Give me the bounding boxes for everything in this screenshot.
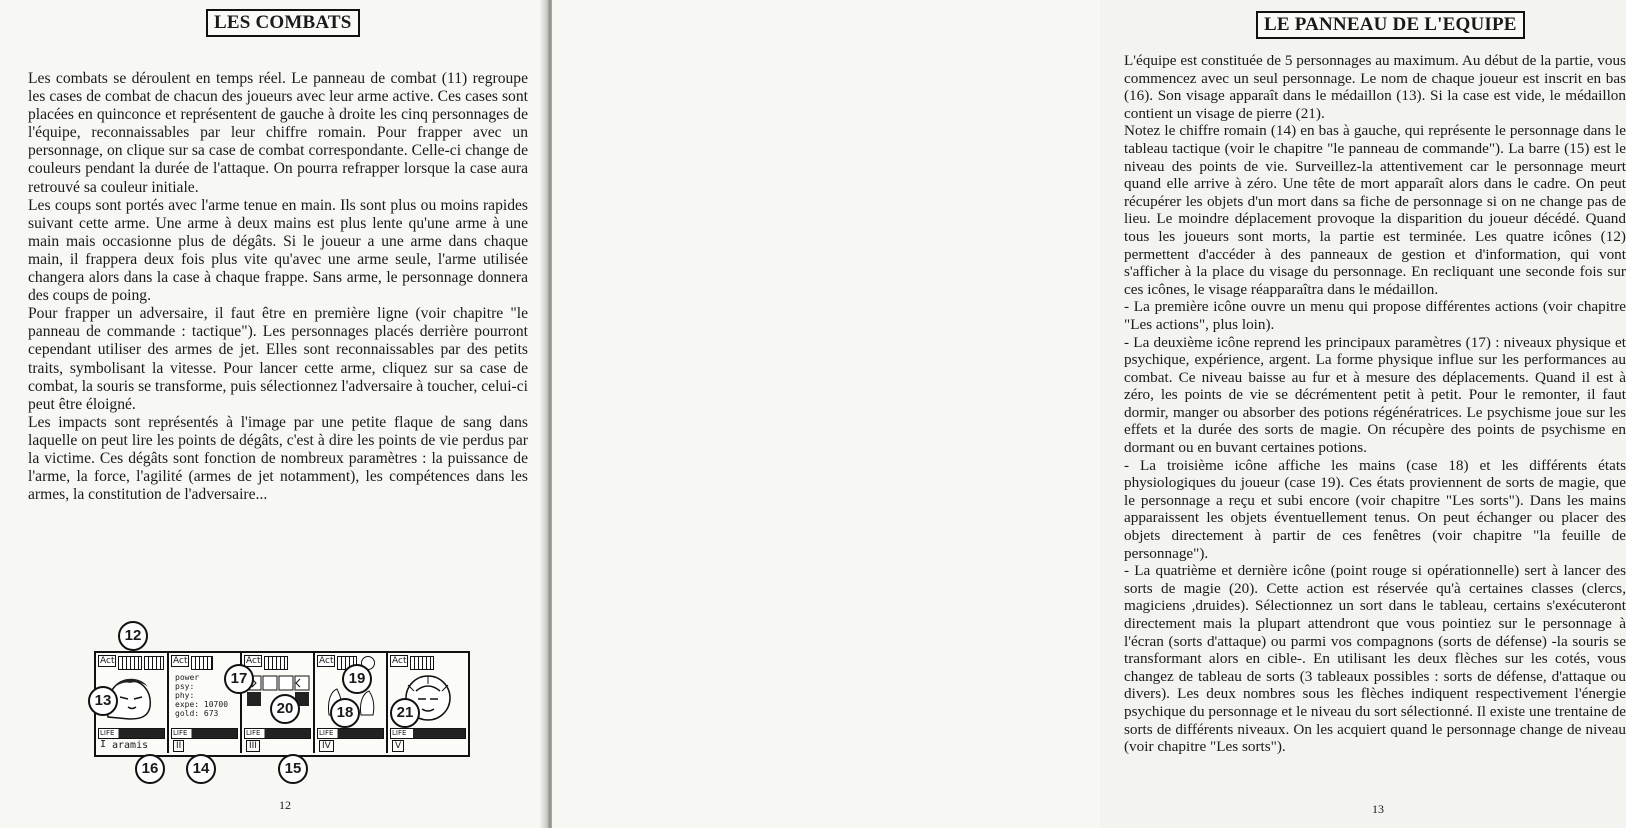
callout-12: 12	[118, 621, 148, 651]
paragraph: Les combats se déroulent en temps réel. Le panneau de combat (11) regroupe les cases de combat de chacun des joueurs avec leur arme active. Ces cases sont placées en quinconce et représentent de gauche à droite les cinq personnages de l'équipe, reconnaissables par leur chiffre romain. Pour frapper avec un personnage, on clique sur sa case de combat correspondante. Celle-ci change de couleurs pendant la durée de l'attaque. On pourra refrapper lorsque la case aura retrouvé sa couleur initiale.	[28, 70, 528, 196]
icon-strip	[144, 656, 164, 670]
left-page	[0, 0, 548, 828]
paragraph: Les impacts sont représentés à l'image par une petite flaque de sang dans laquelle on peut lire les points de dégâts, c'est à dire les points de vie perdus par la victime. Ces dégâts sont fonction de nombreux paramètres : la puissance de l'arme, la force, l'agilité (armes de jet notamment), les compétences dans les armes, la constitution de l'adversaire...	[28, 413, 528, 504]
paragraph: - La troisième icône affiche les mains (case 18) et les différents états physiologiques du joueur (case 19). Ces états proviennent de sorts de magie, que le personnage a reçu et subi encore (voir chapitre "Les sorts"). Dans les mains apparaissent les objets éventuellement tenus. On peut échanger ou placer des objets directement à partir de ces fenêtres (voir chapitre "la feuille de personnage").	[1124, 456, 1626, 562]
right-page	[552, 0, 1626, 828]
paragraph: L'équipe est constituée de 5 personnages au maximum. Au début de la partie, vous commencez avec un seul personnage. Le nom de chaque joueur est inscrit en bas (16). Son visage apparaît dans le médaillon (13). Si la case est vide, le médaillon contient un visage de pierre (21).	[1124, 52, 1626, 122]
life-bar: LIFE	[171, 728, 238, 739]
page-number: 13	[1372, 802, 1384, 816]
act-label: Act	[392, 656, 407, 666]
callout-21: 21	[390, 698, 420, 728]
life-bar: LIFE	[390, 728, 466, 739]
icon-strip	[264, 656, 288, 670]
roman-numeral: III	[246, 740, 260, 752]
page-title: LE PANNEAU DE L'EQUIPE	[1256, 11, 1525, 39]
roman-numeral: II	[173, 740, 184, 752]
roman-numeral: I	[100, 739, 107, 750]
icon-strip	[410, 656, 434, 670]
paragraph: - La première icône ouvre un menu qui propose différentes actions (voir chapitre "Les actions", plus loin).	[1124, 298, 1626, 333]
callout-16: 16	[135, 754, 165, 784]
roman-numeral: V	[392, 740, 404, 752]
callout-19: 19	[342, 664, 372, 694]
callout-14: 14	[186, 754, 216, 784]
callout-20: 20	[270, 694, 300, 724]
paragraph: Notez le chiffre romain (14) en bas à gauche, qui représente le personnage dans le tableau tactique (voir le chapitre "le panneau de commande"). La barre (15) est le niveau des points de vie. Surveillez-la attentivement car le personnage meurt quand elle arrive à zéro. Une tête de mort apparaît alors dans le cadre. On peut récupérer les objets d'un mort dans sa fiche de personnage si on ne change pas de lieu. Le moindre déplacement provoque la disparition du joueur décédé. Quand tous les joueurs sont morts, la partie est terminée. Les quatre icônes (12) permettent d'accéder à des panneaux de gestion et d'information, qui vont s'afficher à la place du visage du personnage. En recliquant une seconde fois sur ces icônes, le visage réapparaîtra dans le médaillon.	[1124, 122, 1626, 298]
callout-15: 15	[278, 754, 308, 784]
act-label: Act	[319, 656, 334, 666]
paragraph: - La deuxième icône reprend les principaux paramètres (17) : niveaux physique et psychique, expérience, argent. La forme physique influe sur les performances au combat. Ce niveau baisse au fur et à mesure des déplacements. Quand il est à zéro, les points de vie se décrémentent petit à petit. Pour le remonter, il faut dormir, manger ou absorber des potions régénératrices. Le psychisme joue sur les effets et la durée des sorts de magie. On récupère des points de psychisme en dormant ou en buvant certaines potions.	[1124, 333, 1626, 457]
player-name: aramis	[112, 740, 149, 751]
paragraph: - La quatrième et dernière icône (point rouge si opérationnelle) sert à lancer des sorts de magie (20). Cette action est réservée qu'à certaines classes (clercs, magiciens ,druides). Sélectionnez un sort dans le tableau, certains s'exécuteront directement mais la plupart attendront que vous pointiez sur le personnage à l'écran (sorts d'attaque) ou parmi vos compagnons (sorts de défense) -la souris se transformant alors en cible-. En utilisant les deux flèches sur les cotés, vous changez de tableau de sorts (3 tableaux possibles : sorts de défense, d'attaque ou divers). Les deux nombres sous les flèches indiquent respectivement l'énergie psychique du personnage et le niveau du sort sélectionné. Il existe une trentaine de sorts de différents niveaux. On les acquiert quand le personnage change de niveau (voir chapitre "Les sorts").	[1124, 562, 1626, 756]
paragraph: Pour frapper un adversaire, il faut être en première ligne (voir chapitre "le panneau de commande : tactique"). Les personnages placés derrière pourront cependant utiliser des armes de jet. Elles sont reconnaissables par des petits traits, symbolisant la vitesse. Pour lancer cette arme, cliquez sur sa case de combat, la souris se transforme, puis sélectionnez l'adversaire à toucher, celui-ci peut être éloigné.	[28, 305, 528, 413]
life-bar: LIFE	[317, 728, 384, 739]
callout-13: 13	[88, 686, 118, 716]
body-text	[1124, 52, 1626, 756]
act-label: Act	[173, 656, 188, 666]
life-bar: LIFE	[244, 728, 311, 739]
roman-numeral: IV	[319, 740, 334, 752]
body-text	[28, 70, 528, 504]
callout-18: 18	[330, 698, 360, 728]
icon-strip	[191, 656, 213, 670]
stats-panel: power psy: phy: expe: 10700 gold: 673	[175, 673, 229, 718]
life-bar: LIFE	[98, 728, 165, 739]
paragraph: Les coups sont portés avec l'arme tenue en main. Ils sont plus ou moins rapides suivant cette arme. Une arme à deux mains est plus lente qu'une arme à une main mais occasionne plus de dégâts. Si le joueur a une arme dans chaque main, il frappera deux fois plus vite qu'avec une arme seule, l'arme utilisée changera alors dans la case à chaque frappe. Sans arme, le personnage donnera des coups de poing.	[28, 196, 528, 305]
page-title: LES COMBATS	[206, 9, 360, 37]
page-number: 12	[279, 798, 291, 812]
act-label: Act	[100, 656, 115, 666]
act-label: Act	[246, 656, 261, 666]
callout-17: 17	[224, 664, 254, 694]
icon-strip	[118, 656, 142, 670]
